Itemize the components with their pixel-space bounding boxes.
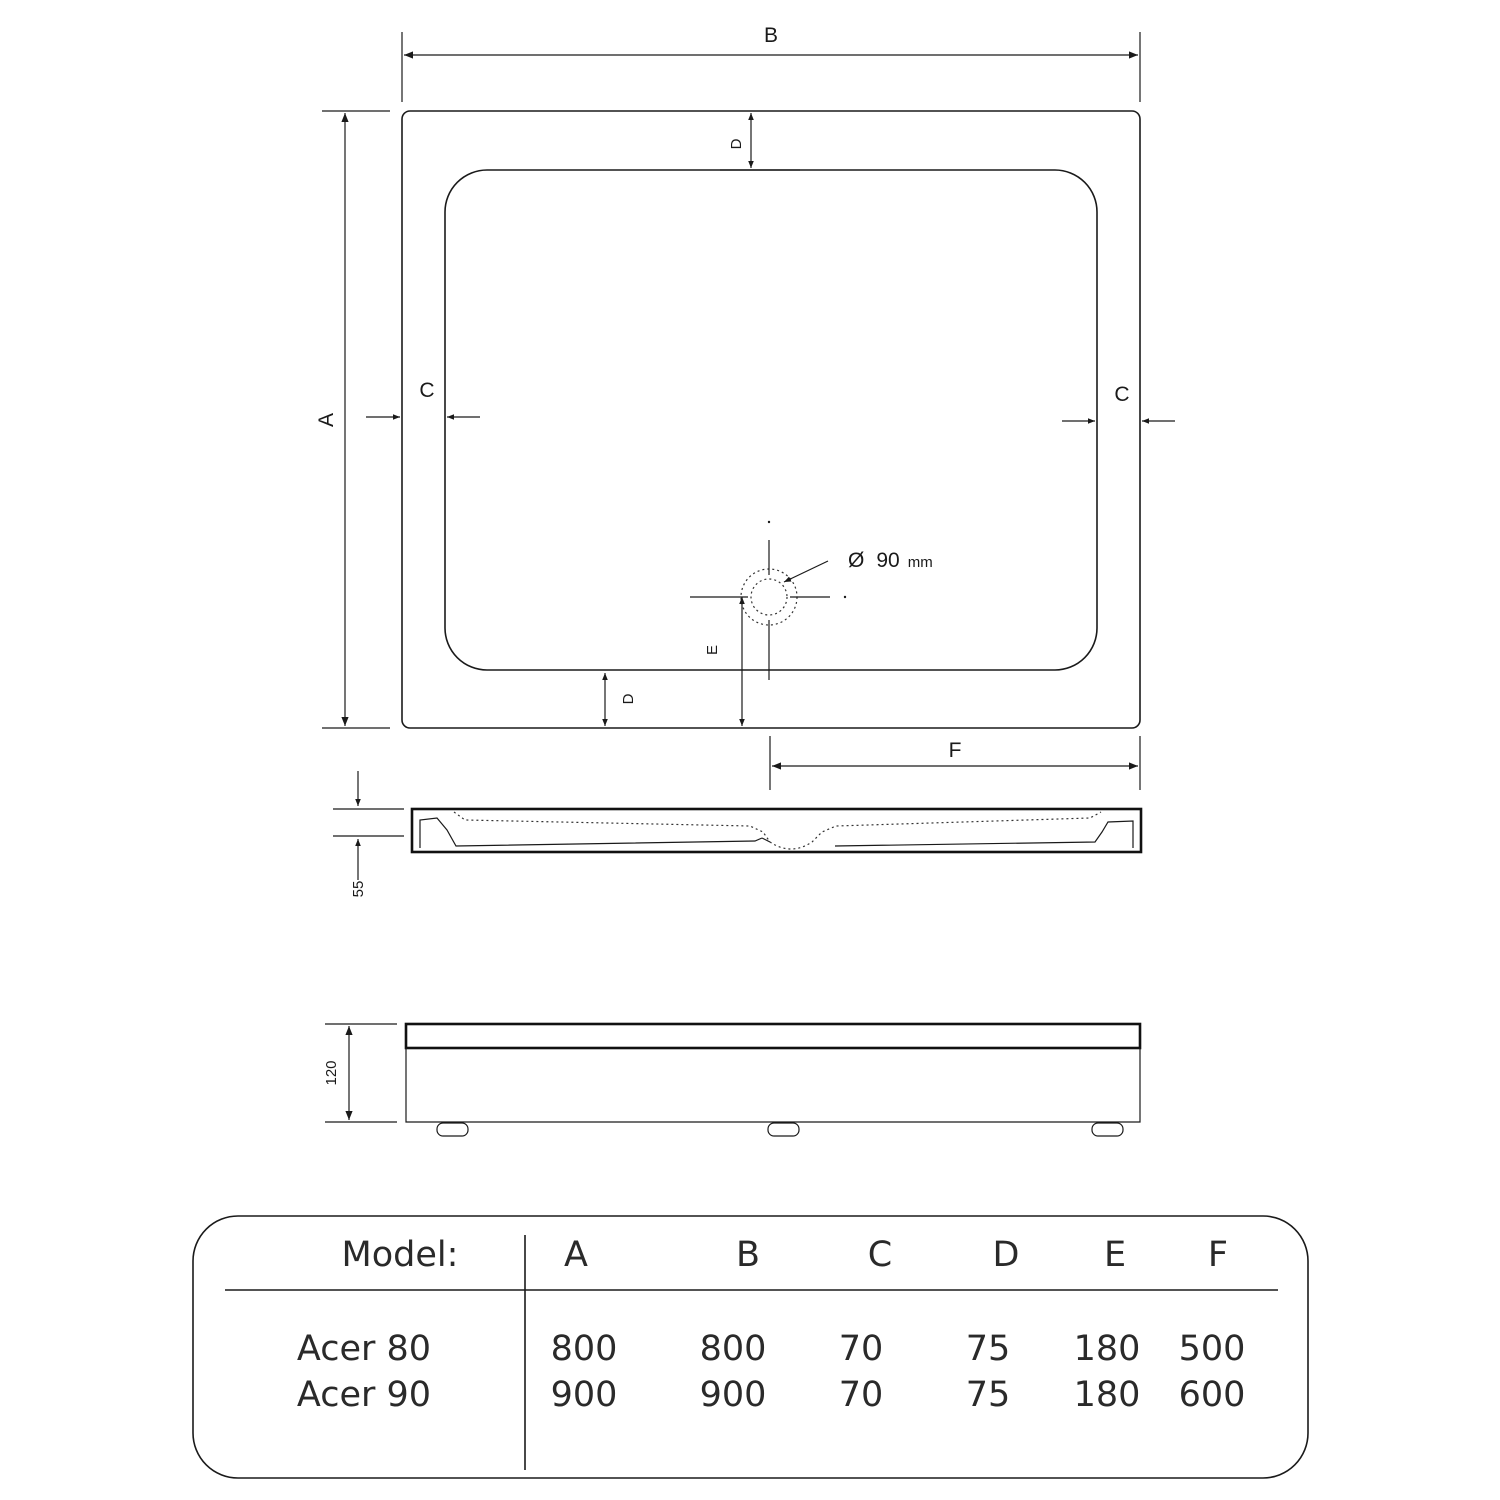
dim-c-left-label: C <box>419 379 435 402</box>
cell-e: 180 <box>1073 1375 1141 1415</box>
drain-symbol <box>690 521 846 680</box>
cell-d: 75 <box>965 1375 1011 1415</box>
plan-view <box>315 24 1175 790</box>
cell-b: 800 <box>699 1329 767 1369</box>
header-d: D <box>992 1235 1020 1275</box>
header-e: E <box>1103 1235 1127 1275</box>
header-f: F <box>1207 1235 1229 1275</box>
cell-f: 500 <box>1178 1329 1246 1369</box>
cell-c: 70 <box>838 1329 884 1369</box>
foot-right <box>1092 1123 1123 1136</box>
dim-c-right-label: C <box>1114 383 1130 406</box>
cell-c: 70 <box>838 1375 884 1415</box>
elevation-top-rim <box>406 1024 1140 1048</box>
dim-d-top-label: D <box>728 138 745 150</box>
cell-a: 800 <box>550 1329 618 1369</box>
foot-left <box>437 1123 468 1136</box>
cell-d: 75 <box>965 1329 1011 1369</box>
cell-a: 900 <box>550 1375 618 1415</box>
drain-diameter-label: Ø 90 mm <box>848 549 933 572</box>
cell-b: 900 <box>699 1375 767 1415</box>
dim-120-label: 120 <box>323 1060 340 1086</box>
header-b: B <box>735 1235 761 1275</box>
cell-model: Acer 80 <box>296 1329 432 1369</box>
elevation-body <box>406 1048 1140 1122</box>
dimension-table <box>193 1216 1308 1478</box>
dim-55-label: 55 <box>350 880 367 898</box>
section-outline <box>412 809 1141 852</box>
header-c: C <box>867 1235 893 1275</box>
section-view <box>333 771 1141 897</box>
dim-a-label: A <box>315 412 338 428</box>
dim-b-label: B <box>763 24 779 47</box>
table-row <box>297 1375 1245 1415</box>
dim-f-label: F <box>948 739 962 762</box>
cell-e: 180 <box>1073 1329 1141 1369</box>
elevation-view <box>323 1024 1140 1136</box>
cell-model: Acer 90 <box>296 1375 432 1415</box>
header-model: Model: <box>341 1235 459 1275</box>
dim-d-bottom-label: D <box>620 693 637 705</box>
header-a: A <box>564 1235 588 1275</box>
cell-f: 600 <box>1178 1375 1246 1415</box>
foot-middle <box>768 1123 799 1136</box>
dim-e-label: E <box>704 644 721 656</box>
tray-outline <box>402 111 1140 728</box>
basin-outline <box>445 170 1097 670</box>
table-row <box>297 1329 1245 1369</box>
